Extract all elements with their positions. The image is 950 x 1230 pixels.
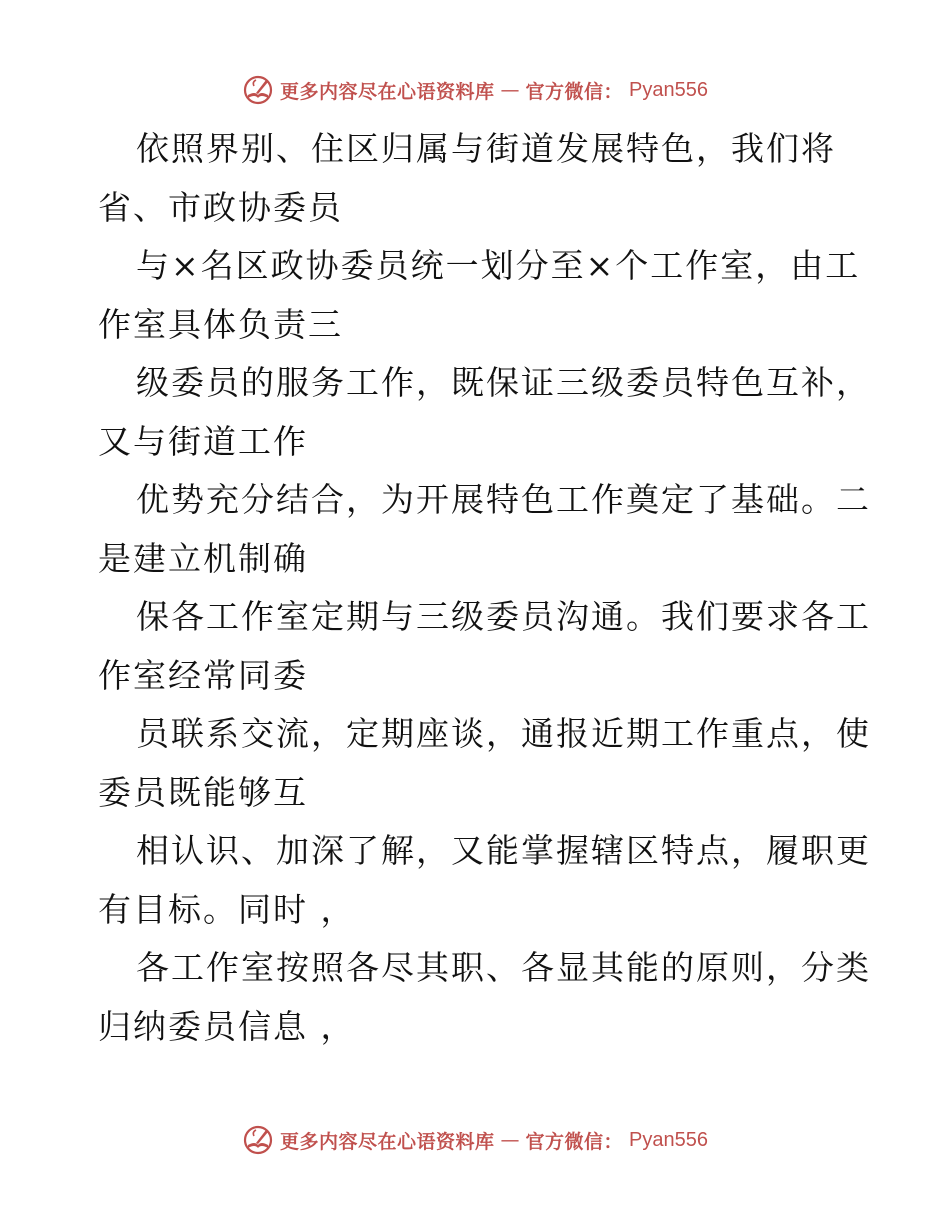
text-line: 归纳委员信息 ，: [98, 1006, 356, 1046]
text-line: 级委员的服务工作，既保证三级委员特色互补，: [136, 363, 871, 402]
text-line: 委员既能够互: [98, 772, 308, 812]
text-line: 优势充分结合，为开展特色工作奠定了基础。二: [136, 480, 871, 519]
watermark-dash: —: [500, 1129, 520, 1151]
footer-watermark: [0, 1120, 950, 1160]
text-line: 又与街道工作: [98, 421, 308, 461]
book-quill-logo-icon: [242, 74, 274, 106]
watermark-label: 官方微信：: [525, 80, 624, 103]
watermark-handle: Pyan556: [629, 78, 708, 101]
text-line: 依照界别、住区归属与街道发展特色，我们将: [136, 129, 836, 168]
header-watermark: [0, 70, 950, 110]
document-body: [98, 120, 871, 1056]
text-line: 员联系交流，定期座谈，通报近期工作重点，使: [136, 714, 871, 753]
text-line: 作室具体负责三: [98, 304, 343, 344]
text-line: 是建立机制确: [98, 538, 308, 578]
text-line: 各工作室按照各尽其职、各显其能的原则，分类: [136, 948, 871, 987]
text-line: 相认识、加深了解，又能掌握辖区特点，履职更: [136, 831, 871, 870]
text-line: 省、市政协委员: [98, 187, 343, 227]
watermark-main-text: 更多内容尽在心语资料库: [280, 1130, 495, 1153]
watermark-main-text: 更多内容尽在心语资料库: [280, 80, 495, 103]
watermark-handle: Pyan556: [629, 1128, 708, 1151]
text-line: 作室经常同委: [98, 655, 308, 695]
text-line: 与×名区政协委员统一划分至×个工作室，由工: [136, 246, 861, 285]
text-line: 保各工作室定期与三级委员沟通。我们要求各工: [136, 597, 871, 636]
watermark-dash: —: [500, 79, 520, 101]
text-line: 有目标。同时 ，: [98, 889, 356, 929]
watermark-label: 官方微信：: [525, 1130, 624, 1153]
book-quill-logo-icon: [242, 1124, 274, 1156]
